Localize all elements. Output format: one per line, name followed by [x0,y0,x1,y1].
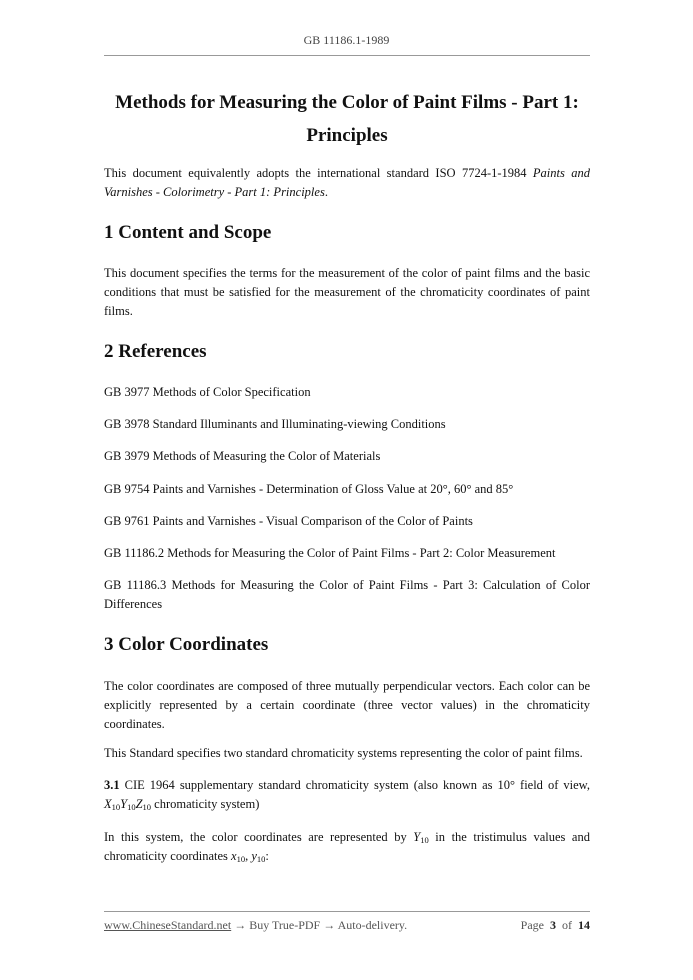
page-number: Page 3 of 14 [520,918,590,932]
subsection-number: 3.1 [104,778,120,792]
header-rule [104,55,590,56]
intro-paragraph: This document equivalently adopts the international standard ISO 7724-1-1984 Paints and Varnishes - Colorimetry - Part 1: Principles. [104,166,590,199]
reference-item: GB 3979 Methods of Measuring the Color of Materials [104,449,381,463]
section-1-heading: 1 Content and Scope [104,222,272,243]
reference-item: GB 3977 Methods of Color Specification [104,385,311,399]
section-3-heading: 3 Color Coordinates [104,634,269,655]
section-1-body: This document specifies the terms for the measurement of the color of paint films and the basic conditions that must be satisfied for the measurement of the chromaticity coordinates of paint films. [104,266,590,318]
arrow-icon: → [234,918,247,932]
section-2-heading: 2 References [104,341,207,362]
iso-title: Paints and Varnishes - Colorimetry - Part 1: Principles [104,166,590,199]
reference-item: GB 3978 Standard Illuminants and Illuminating-viewing Conditions [104,417,446,431]
document-title [104,86,590,152]
running-header: GB 11186.1-1989 [303,33,390,47]
arrow-icon: → [323,918,336,932]
reference-item: GB 9754 Paints and Varnishes - Determination of Gloss Value at 20°, 60° and 85° [104,482,514,496]
reference-item: GB 11186.3 Methods for Measuring the Color of Paint Films - Part 3: Calculation of Color Differences [104,578,590,611]
section-3-paragraph-3: In this system, the color coordinates are represented by $Y_{10}$ in the tristimulus values and chromaticity coordinates $x_{10}$, $y_{10}$: [104,830,590,864]
section-3-paragraph-1: The color coordinates are composed of three mutually perpendicular vectors. Each color can be explicitly represented by a certain coordinate (three vector values) in the chromaticity coordinates. [104,679,590,731]
site-link[interactable]: www.ChineseStandard.net [104,918,232,932]
footer-promo: www.ChineseStandard.net → Buy True-PDF → Auto-delivery. [104,918,408,932]
section-3-paragraph-2: This Standard specifies two standard chromaticity systems representing the color of paint films. [104,746,583,760]
title-line-2: Principles [306,125,388,146]
footer-rule [104,911,590,912]
subsection-3-1: 3.1 CIE 1964 supplementary standard chromaticity system (also known as 10° field of view, $X_{10}Y_{10}Z_{10}$ chromaticity system) [104,778,590,812]
reference-item: GB 9761 Paints and Varnishes - Visual Comparison of the Color of Paints [104,514,473,528]
reference-item: GB 11186.2 Methods for Measuring the Color of Paint Films - Part 2: Color Measurement [104,546,556,560]
title-line-1: Methods for Measuring the Color of Paint Films - Part 1: [115,92,579,113]
